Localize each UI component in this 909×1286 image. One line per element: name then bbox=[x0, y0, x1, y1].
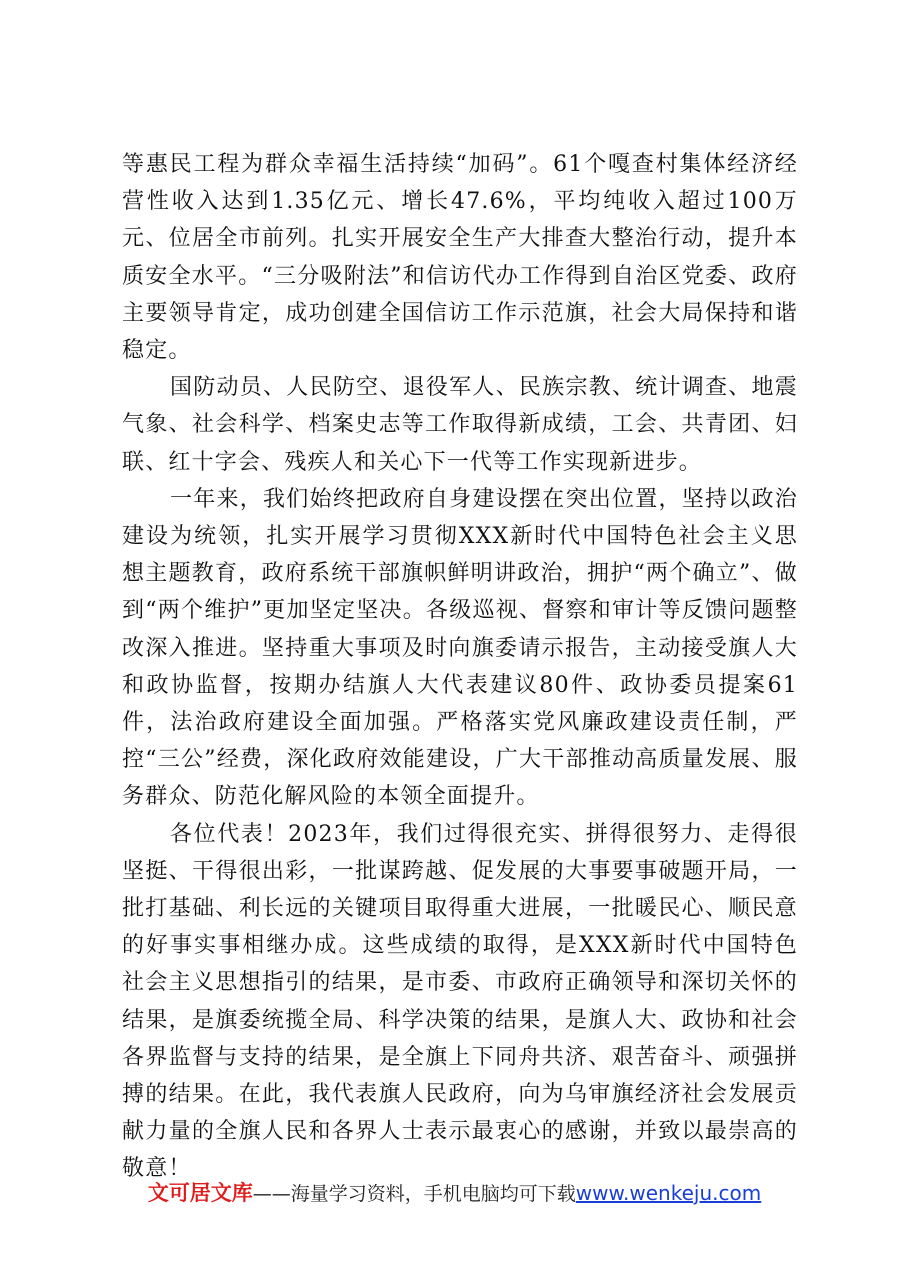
footer-banner bbox=[0, 1179, 909, 1208]
paragraph-continuation: 等惠民工程为群众幸福生活持续“加码”。61个嘎查村集体经济经营性收入达到1.35亿元、增长47.6%，平均纯收入超过100万元、位居全市前列。扎实开展安全生产大排查大整治行动，提升本质安全水平。“三分吸附法”和信访代办工作得到自治区党委、政府主要领导肯定，成功创建全国信访工作示范旗，社会大局保持和谐稳定。 bbox=[122, 152, 798, 364]
footer-brand: 文可居文库 bbox=[147, 1181, 253, 1205]
paragraph-government-building: 一年来，我们始终把政府自身建设摆在突出位置，坚持以政治建设为统领，扎实开展学习贯彻XXX新时代中国特色社会主义思想主题教育，政府系统干部旗帜鲜明讲政治，拥护“两个确立”、做到“两个维护”更加坚定坚决。各级巡视、督察和审计等反馈问题整改深入推进。坚持重大事项及时向旗委请示报告，主动接受旗人大和政协监督，按期办结旗人大代表建议80件、政协委员提案61件，法治政府建设全面加强。严格落实党风廉政建设责任制，严控“三公”经费，深化政府效能建设，广大干部推动高质量发展、服务群众、防范化解风险的本领全面提升。 bbox=[122, 486, 798, 810]
document-body bbox=[122, 146, 798, 1188]
footer-slogan: ——海量学习资料，手机电脑均可下载 bbox=[252, 1183, 576, 1205]
paragraph-acknowledgement: 各位代表！2023年，我们过得很充实、拼得很努力、走得很坚挺、干得很出彩，一批谋跨越、促发展的大事要事破题开局，一批打基础、利长远的关键项目取得重大进展，一批暖民心、顺民意的好事实事相继办成。这些成绩的取得，是XXX新时代中国特色社会主义思想指引的结果，是市委、市政府正确领导和深切关怀的结果，是旗委统揽全局、科学决策的结果，是旗人大、政协和社会各界监督与支持的结果，是全旗上下同舟共济、艰苦奋斗、顽强拼搏的结果。在此，我代表旗人民政府，向为乌审旗经济社会发展贡献力量的全旗人民和各界人士表示最衷心的感谢，并致以最崇高的敬意！ bbox=[122, 821, 798, 1182]
footer-website-link[interactable]: www.wenkeju.com bbox=[575, 1181, 762, 1205]
paragraph-national-defense: 国防动员、人民防空、退役军人、民族宗教、统计调查、地震气象、社会科学、档案史志等工作取得新成绩，工会、共青团、妇联、红十字会、残疾人和关心下一代等工作实现新进步。 bbox=[122, 375, 798, 475]
